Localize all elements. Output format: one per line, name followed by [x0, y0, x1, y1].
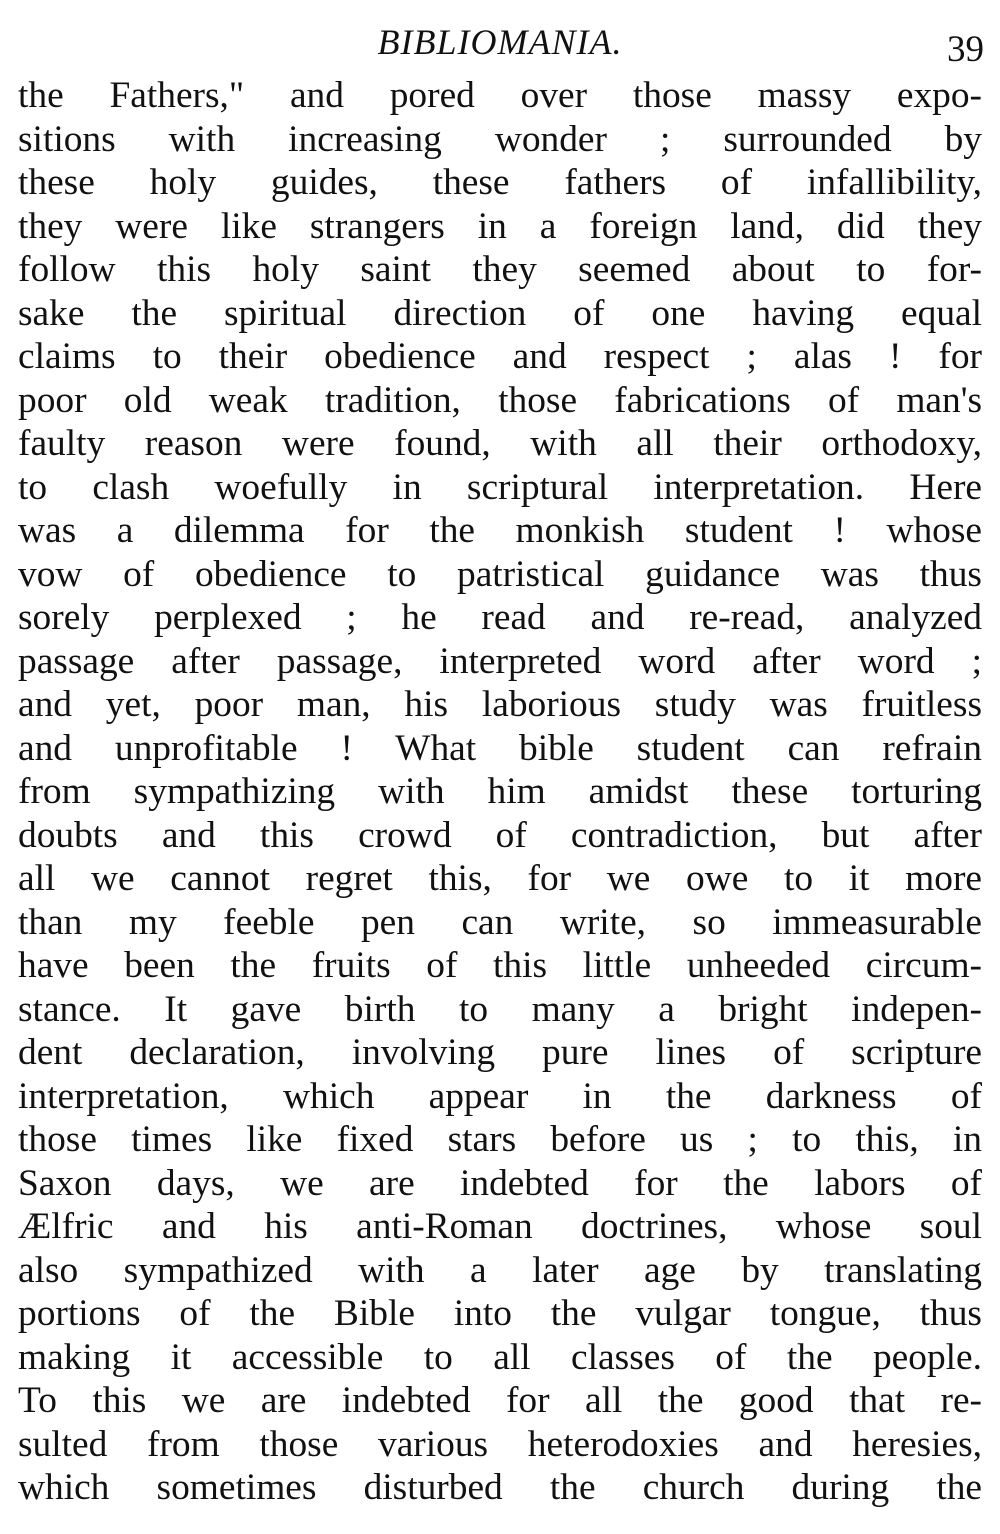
running-head: [18, 18, 982, 74]
text-line: to clash woefully in scriptural interpretation. Here: [18, 466, 982, 508]
text-line: Saxon days, we are indebted for the labors of: [18, 1162, 982, 1204]
text-line: they were like strangers in a foreign land, did they: [18, 205, 982, 247]
text-line: sake the spiritual direction of one having equal: [18, 292, 982, 334]
text-line: poor old weak tradition, those fabrications of man's: [18, 379, 982, 421]
text-line: To this we are indebted for all the good that re-: [18, 1380, 982, 1421]
text-line: these holy guides, these fathers of infallibility,: [18, 162, 982, 203]
text-line: passage after passage, interpreted word after word ;: [18, 640, 982, 682]
text-line: stance. It gave birth to many a bright indepen-: [18, 988, 982, 1030]
text-line: and yet, poor man, his laborious study was fruitless: [18, 684, 982, 725]
text-line: doubts and this crowd of contradiction, but after: [18, 814, 982, 856]
text-line: also sympathized with a later age by translating: [18, 1249, 982, 1291]
text-line: was a dilemma for the monkish student ! whose: [18, 510, 982, 551]
text-line: interpretation, which appear in the darkness of: [18, 1075, 982, 1117]
page-number: 39: [947, 29, 984, 70]
text-line: portions of the Bible into the vulgar tongue, thus: [18, 1293, 982, 1334]
text-line: sulted from those various heterodoxies and heresies,: [18, 1423, 982, 1465]
text-line: dent declaration, involving pure lines of scripture: [18, 1032, 982, 1073]
text-line: sitions with increasing wonder ; surrounded by: [18, 118, 982, 160]
text-line: all we cannot regret this, for we owe to it more: [18, 858, 982, 899]
text-line: sorely perplexed ; he read and re-read, analyzed: [18, 597, 982, 638]
text-line: making it accessible to all classes of the people.: [18, 1336, 982, 1378]
body-text: [18, 74, 982, 1510]
text-line: than my feeble pen can write, so immeasurable: [18, 901, 982, 943]
book-page: [18, 18, 982, 1510]
text-line: follow this holy saint they seemed about to for-: [18, 249, 982, 290]
text-line: those times like fixed stars before us ; to this, in: [18, 1119, 982, 1160]
text-line: and unprofitable ! What bible student can refrain: [18, 727, 982, 769]
running-title: BIBLIOMANIA.: [377, 22, 623, 62]
text-line: claims to their obedience and respect ; alas ! for: [18, 336, 982, 377]
text-line: vow of obedience to patristical guidance was thus: [18, 553, 982, 595]
text-line: which sometimes disturbed the church during the: [18, 1467, 982, 1508]
text-line: faulty reason were found, with all their orthodoxy,: [18, 423, 982, 464]
text-line: Ælfric and his anti-Roman doctrines, whose soul: [18, 1206, 982, 1247]
text-line: from sympathizing with him amidst these torturing: [18, 771, 982, 812]
text-line: have been the fruits of this little unheeded circum-: [18, 945, 982, 986]
text-line: the Fathers," and pored over those massy expo-: [18, 75, 982, 116]
